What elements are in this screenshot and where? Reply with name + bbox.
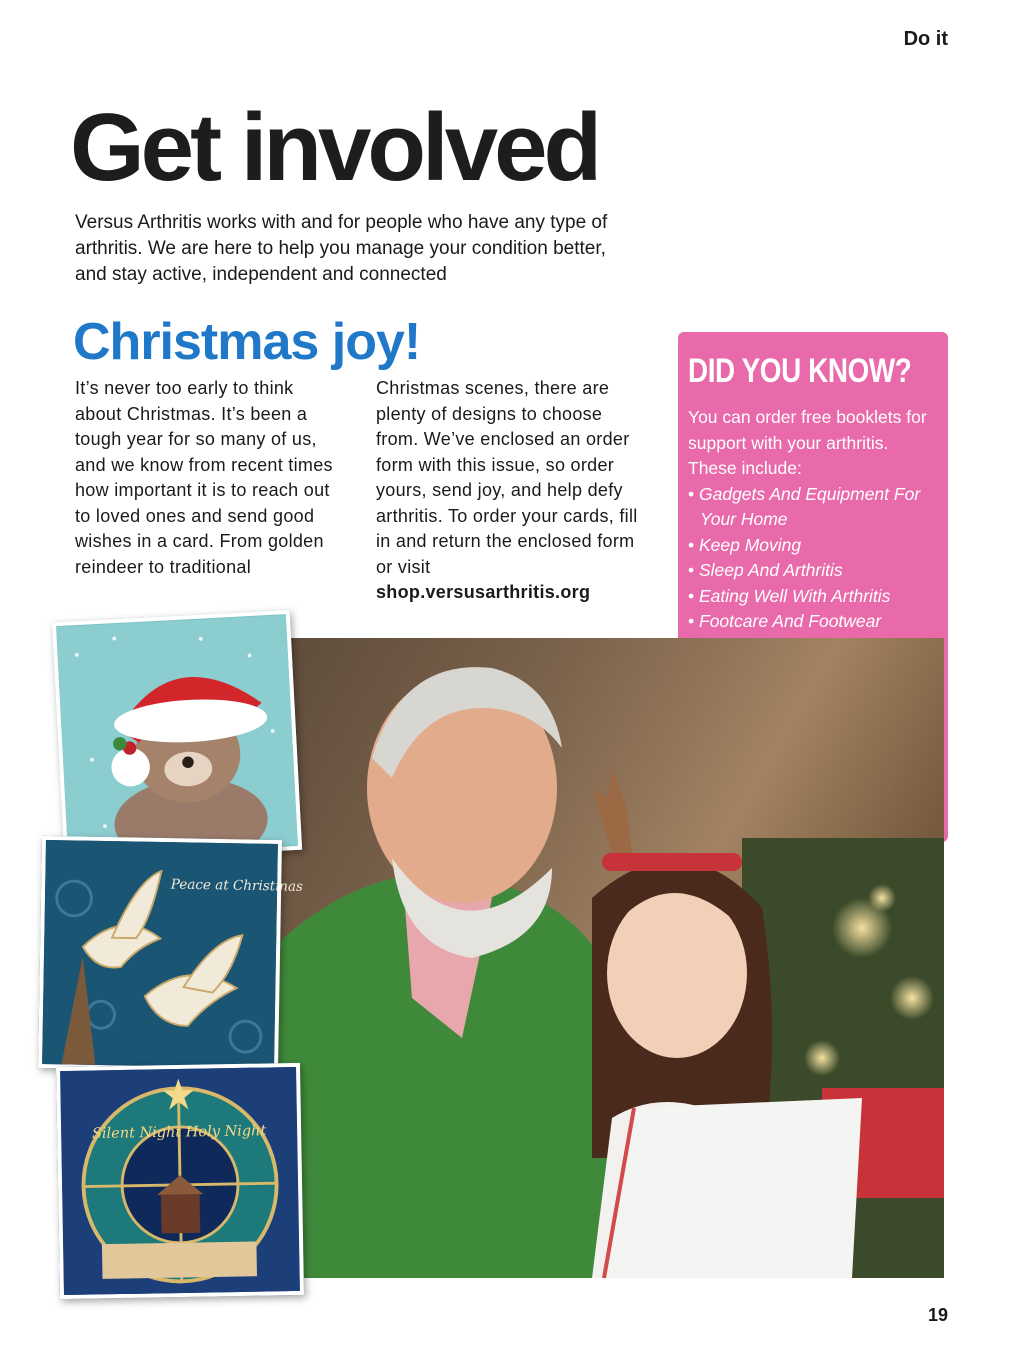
intro-paragraph: Versus Arthritis works with and for people who have any type of arthritis. We are here to help you manage your condition better, and stay active, independent and connected bbox=[75, 212, 608, 285]
section-tag: Do it bbox=[903, 28, 948, 50]
family-photo-illustration bbox=[262, 638, 944, 1278]
page-title: Get involved bbox=[70, 94, 599, 201]
nativity-card-illustration bbox=[60, 1067, 300, 1295]
callout-intro: You can order free booklets for support with your arthritis. These include: bbox=[688, 407, 927, 478]
card3-text: Silent Night Holy Night bbox=[91, 1123, 267, 1143]
doves-card-illustration bbox=[42, 840, 304, 1068]
booklet-item: • Eating Well With Arthritis bbox=[688, 584, 938, 610]
booklet-item: • Footcare And Footwear bbox=[688, 609, 938, 635]
card-peace-doves bbox=[38, 836, 304, 1072]
card-otter-santa bbox=[52, 610, 302, 862]
page-number: 19 bbox=[927, 1305, 948, 1325]
otter-card-illustration bbox=[56, 614, 298, 858]
booklet-list bbox=[688, 482, 938, 635]
booklet-item: • Keep Moving bbox=[688, 533, 938, 559]
shop-link[interactable]: shop.versusarthritis.org bbox=[376, 582, 591, 602]
card-silent-night bbox=[56, 1063, 304, 1299]
callout-title: DID YOU KNOW? bbox=[688, 352, 912, 390]
family-photo bbox=[262, 638, 944, 1278]
article-column-2-text: Christmas scenes, there are plenty of designs to choose from. We’ve enclosed an order form with this issue, so order yours, send joy, and help defy arthritis. To order your cards, fill in and return the enclosed form or visit bbox=[376, 378, 638, 577]
booklet-item: • Sleep And Arthritis bbox=[688, 558, 938, 584]
article-heading: Christmas joy! bbox=[73, 313, 421, 371]
article-column-1: It’s never too early to think about Christmas. It’s been a tough year for so many of us, and we know from recent times how important it is to reach out to loved ones and send good wishes in a card. From golden reindeer to traditional bbox=[75, 378, 333, 577]
booklet-item: • Gadgets And Equipment For Your Home bbox=[688, 482, 938, 533]
article-column-2 bbox=[376, 376, 646, 606]
card2-text: Peace at Christmas bbox=[170, 876, 304, 895]
